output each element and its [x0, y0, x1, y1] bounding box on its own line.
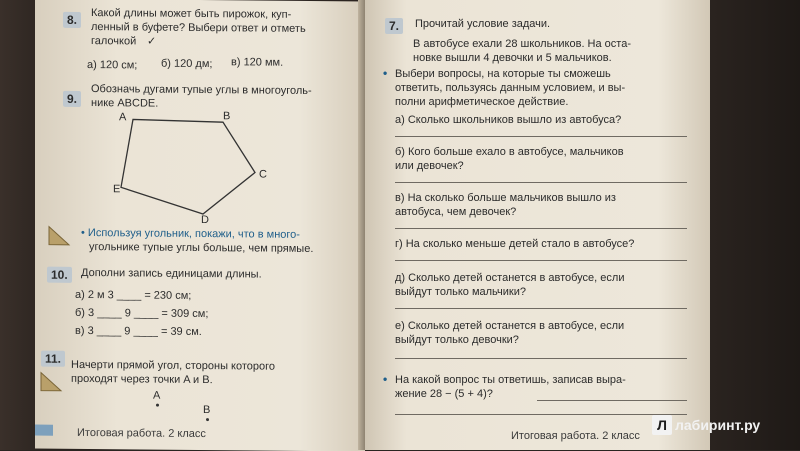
question-f-2: выйдут только девочки?: [395, 334, 519, 346]
task-9-note-2: угольнике тупые углы больше, чем прямые.: [89, 241, 314, 255]
point-a-label: A: [153, 389, 161, 402]
right-footer: Итоговая работа. 2 класс: [511, 430, 640, 442]
vertex-e-label: E: [113, 183, 121, 196]
vertex-c-label: C: [259, 168, 267, 181]
task-8-text-2: ленный в буфете? Выбери ответ и отметь: [91, 21, 306, 35]
task-9-note-1: • Используя угольник, покажи, что в много-: [81, 226, 300, 241]
task-10-row-b: б) 3 ____ 9 ____ = 309 см;: [75, 306, 209, 321]
question-a: а) Сколько школьников вышло из автобуса?: [395, 114, 622, 126]
point-a-dot: [156, 404, 159, 407]
task-7-number: 7.: [385, 18, 403, 34]
question-b-2: или девочек?: [395, 160, 464, 172]
task-8-text-3: галочкой: [91, 35, 137, 48]
point-b-label: B: [203, 404, 211, 417]
vertex-d-label: D: [201, 214, 209, 227]
task-9-number: 9.: [63, 91, 81, 107]
pentagon-abcde: [105, 107, 275, 228]
task-8-option-b: б) 120 дм;: [161, 57, 213, 71]
answer-line: [395, 308, 687, 309]
task-10-number: 10.: [47, 267, 72, 283]
watermark-text: лабиринт.ру: [675, 417, 761, 433]
labirint-watermark: [652, 415, 792, 441]
question-f-1: е) Сколько детей останется в автобусе, если: [395, 320, 625, 332]
answer-line: [395, 358, 687, 359]
task-8-number: 8.: [63, 12, 81, 28]
left-footer: Итоговая работа. 2 класс: [77, 426, 206, 441]
task-9-text-2: нике ABCDE.: [91, 97, 159, 110]
task-7-instruction-1: Выбери вопросы, на которые ты сможешь: [395, 68, 611, 80]
set-square-icon: [39, 371, 63, 393]
task-11-text-2: проходят через точки A и B.: [71, 372, 213, 387]
question-d: г) На сколько меньше детей стало в автобусе?: [395, 238, 635, 250]
question-c-1: в) На сколько больше мальчиков вышло из: [395, 192, 616, 204]
right-page: 7. Прочитай условие задачи. В автобусе ехали 28 школьников. На оста- новке вышли 4 девочки и 5 мальчиков. • Выбери вопросы, на которые ты сможешь ответить, пользуясь данным условием, и вы- полни арифметическое действие. а) Сколько школьников вышло из автобуса? б) Кого больше ехало в автобусе, мальчиков или девочек? в) На сколько больше мальчиков вышло из автобуса, чем девочек? г) На сколько меньше детей стало в автобусе? д) Сколько детей останется в автобусе, если выйдут только мальчики? е) Сколько детей останется в автобусе, если выйдут только девочки? • На какой вопрос ты ответишь, записав выра- жение 28 − (5 + 4)? Итоговая работа. 2 класс: [365, 0, 710, 450]
task-10-text: Дополни запись единицами длины.: [81, 266, 262, 281]
task-11-number: 11.: [41, 351, 65, 367]
question-e-2: выйдут только мальчики?: [395, 286, 527, 298]
task-7-instruction-3: полни арифметическое действие.: [395, 96, 569, 108]
vertex-a-label: A: [119, 111, 127, 124]
task-8-text-1: Какой длины может быть пирожок, куп-: [91, 7, 292, 21]
page-number-tab: [35, 425, 53, 436]
task-8-option-c: в) 120 мм.: [231, 56, 284, 69]
answer-line: [395, 414, 687, 415]
task-10-row-a: а) 2 м 3 ____ = 230 см;: [75, 288, 192, 302]
question-c-2: автобуса, чем девочек?: [395, 206, 517, 218]
answer-line: [395, 228, 687, 229]
task-7-title: Прочитай условие задачи.: [415, 18, 551, 30]
check-icon: ✓: [147, 35, 157, 48]
labirint-logo-icon: Л: [652, 415, 672, 435]
answer-line: [395, 136, 687, 137]
answer-line: [537, 400, 687, 401]
answer-line: [395, 182, 687, 183]
left-page: [35, 0, 365, 451]
task-7-instruction-2: ответить, пользуясь данным условием, и вы-: [395, 82, 626, 94]
point-b-dot: [206, 418, 209, 421]
question-e-1: д) Сколько детей останется в автобусе, если: [395, 272, 625, 284]
question-b-1: б) Кого больше ехало в автобусе, мальчиков: [395, 146, 624, 158]
final-question-1: На какой вопрос ты ответишь, записав выра-: [395, 374, 626, 386]
task-8-option-a: а) 120 см;: [87, 59, 138, 72]
task-9-text-1: Обозначь дугами тупые углы в многоуголь-: [91, 83, 312, 97]
task-10-row-c: в) 3 ____ 9 ____ = 39 см.: [75, 324, 202, 339]
answer-line: [395, 260, 687, 261]
task-7-condition-2: новке вышли 4 девочки и 5 мальчиков.: [413, 52, 612, 64]
task-7-condition-1: В автобусе ехали 28 школьников. На оста-: [413, 38, 631, 50]
final-question-2: жение 28 − (5 + 4)?: [395, 388, 493, 400]
set-square-icon: [47, 225, 71, 247]
vertex-b-label: B: [223, 110, 231, 123]
task-11-text-1: Начерти прямой угол, стороны которого: [71, 358, 276, 373]
